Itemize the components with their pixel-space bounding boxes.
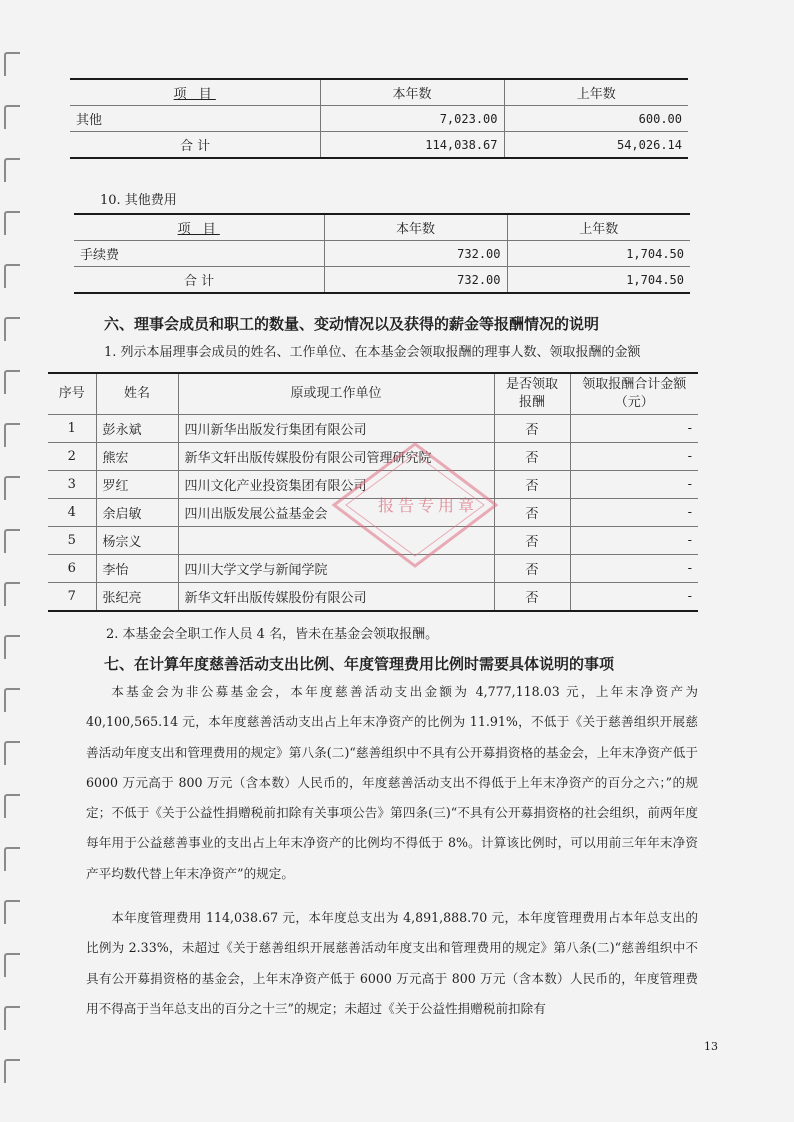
row-unit: 新华文轩出版传媒股份有限公司管理研究院 <box>178 443 494 471</box>
row-amount: - <box>570 527 698 555</box>
row-current: 732.00 <box>324 267 507 294</box>
table-header-row <box>74 214 690 241</box>
binder-mark <box>4 476 20 500</box>
section-10-title: 10. 其他费用 <box>100 193 177 208</box>
binder-mark <box>4 794 20 818</box>
table-row <box>48 583 698 612</box>
row-name: 杨宗义 <box>96 527 178 555</box>
stamp-label: 报告专用章 <box>378 496 479 515</box>
binder-mark <box>4 635 20 659</box>
row-unit: 四川新华出版发行集团有限公司 <box>178 415 494 443</box>
header-item: 项 目 <box>177 222 220 237</box>
binder-mark <box>4 900 20 924</box>
row-no: 5 <box>48 527 96 555</box>
row-item: 合 计 <box>180 139 211 154</box>
row-no: 2 <box>48 443 96 471</box>
row-paid: 否 <box>494 555 570 583</box>
section-6-subtitle: 1. 列示本届理事会成员的姓名、工作单位、在本基金会领取报酬的理事人数、领取报酬的金额 <box>104 345 641 360</box>
header-previous: 上年数 <box>507 214 690 241</box>
row-amount: - <box>570 415 698 443</box>
table-header-row <box>48 373 698 415</box>
row-current: 732.00 <box>324 241 507 267</box>
row-no: 6 <box>48 555 96 583</box>
binder-mark <box>4 847 20 871</box>
paragraph-charity-ratio: 本基金会为非公募基金会，本年度慈善活动支出金额为 4,777,118.03 元，上年末净资产为 40,100,565.14 元，本年度慈善活动支出占上年末净资产的比例为 11.91%，不低于《关于慈善组织开展慈善活动年度支出和管理费用的规定》第八条(二)“慈善组织中不具有公开募捐资格的基金会，上年末净资产低于 6000 万元高于 800 万元（含本数）人民币的，年度慈善活动支出不得低于上年末净资产的百分之六；”的规定；不低于《关于公益性捐赠税前扣除有关事项公告》第四条(三)“不具有公开募捐资格的社会组织，前两年度每年用于公益慈善事业的支出占上年末净资产的比例均不得低于 8%。计算该比例时，可以用前三年年末净资产平均数代替上年末净资产”的规定。 <box>86 684 698 881</box>
binder-mark <box>4 741 20 765</box>
row-paid: 否 <box>494 499 570 527</box>
paragraph-admin-ratio: 本年度管理费用 114,038.67 元，本年度总支出为 4,891,888.70 元，本年度管理费用占本年总支出的比例为 2.33%，未超过《关于慈善组织开展慈善活动年度支出和管理费用的规定》第八条(二)“慈善组织中不具有公开募捐资格的基金会，上年末净资产低于 6000 万元高于 800 万元（含本数）人民币的，年度管理费用不得高于当年总支出的百分之十三”的规定；未超过《关于公益性捐赠税前扣除有 <box>86 910 698 1016</box>
table-row <box>74 241 690 267</box>
header-name: 姓名 <box>96 373 178 415</box>
header-no: 序号 <box>48 373 96 415</box>
row-item: 其他 <box>70 106 320 132</box>
row-name: 罗红 <box>96 471 178 499</box>
table-total-row <box>70 132 688 159</box>
header-current: 本年数 <box>320 79 504 106</box>
row-item: 手续费 <box>74 241 324 267</box>
row-previous: 600.00 <box>504 106 688 132</box>
row-paid: 否 <box>494 443 570 471</box>
binder-mark <box>4 317 20 341</box>
binder-mark <box>4 105 20 129</box>
binder-mark <box>4 953 20 977</box>
row-unit: 新华文轩出版传媒股份有限公司 <box>178 583 494 612</box>
row-current: 114,038.67 <box>320 132 504 159</box>
table-total-row <box>74 267 690 294</box>
staff-note: 2. 本基金会全职工作人员 4 名，皆未在基金会领取报酬。 <box>106 627 439 642</box>
binder-mark <box>4 52 20 76</box>
table-row <box>70 106 688 132</box>
header-amount: 领取报酬合计金额（元） <box>570 373 698 415</box>
row-name: 张纪亮 <box>96 583 178 612</box>
binder-mark <box>4 370 20 394</box>
header-current: 本年数 <box>324 214 507 241</box>
section-7-heading: 七、在计算年度慈善活动支出比例、年度管理费用比例时需要具体说明的事项 <box>104 655 615 673</box>
row-paid: 否 <box>494 415 570 443</box>
row-name: 熊宏 <box>96 443 178 471</box>
row-amount: - <box>570 555 698 583</box>
header-item: 项 目 <box>173 87 216 102</box>
binder-mark <box>4 211 20 235</box>
other-expense-table <box>74 213 690 294</box>
binder-mark <box>4 582 20 606</box>
row-previous: 1,704.50 <box>507 267 690 294</box>
header-previous: 上年数 <box>504 79 688 106</box>
binder-mark <box>4 1059 20 1083</box>
row-no: 7 <box>67 589 76 604</box>
row-no: 4 <box>48 499 96 527</box>
row-no: 1 <box>48 415 96 443</box>
page-number: 13 <box>704 1040 718 1053</box>
binder-mark <box>4 529 20 553</box>
header-paid: 是否领取报酬 <box>494 373 570 415</box>
binder-mark <box>4 264 20 288</box>
row-paid: 否 <box>494 527 570 555</box>
binder-mark <box>4 688 20 712</box>
income-table <box>70 78 688 159</box>
row-name: 彭永斌 <box>96 415 178 443</box>
binder-mark <box>4 423 20 447</box>
row-amount: - <box>570 471 698 499</box>
row-current: 7,023.00 <box>320 106 504 132</box>
row-previous: 1,704.50 <box>507 241 690 267</box>
binder-mark <box>4 1006 20 1030</box>
header-unit: 原或现工作单位 <box>178 373 494 415</box>
row-no: 3 <box>48 471 96 499</box>
row-name: 余启敏 <box>96 499 178 527</box>
binder-mark <box>4 158 20 182</box>
row-unit: 四川文化产业投资集团有限公司 <box>178 471 494 499</box>
row-unit: 四川大学文学与新闻学院 <box>178 555 494 583</box>
table-header-row <box>70 79 688 106</box>
table-row <box>48 415 698 443</box>
row-previous: 54,026.14 <box>504 132 688 159</box>
row-paid: 否 <box>494 471 570 499</box>
row-amount: - <box>570 583 698 612</box>
row-item: 合 计 <box>184 274 215 289</box>
row-name: 李怡 <box>96 555 178 583</box>
row-unit: 四川出版发展公益基金会 <box>178 499 494 527</box>
row-amount: - <box>570 499 698 527</box>
row-paid: 否 <box>494 583 570 612</box>
section-6-heading: 六、理事会成员和职工的数量、变动情况以及获得的薪金等报酬情况的说明 <box>104 315 600 333</box>
row-amount: - <box>570 443 698 471</box>
